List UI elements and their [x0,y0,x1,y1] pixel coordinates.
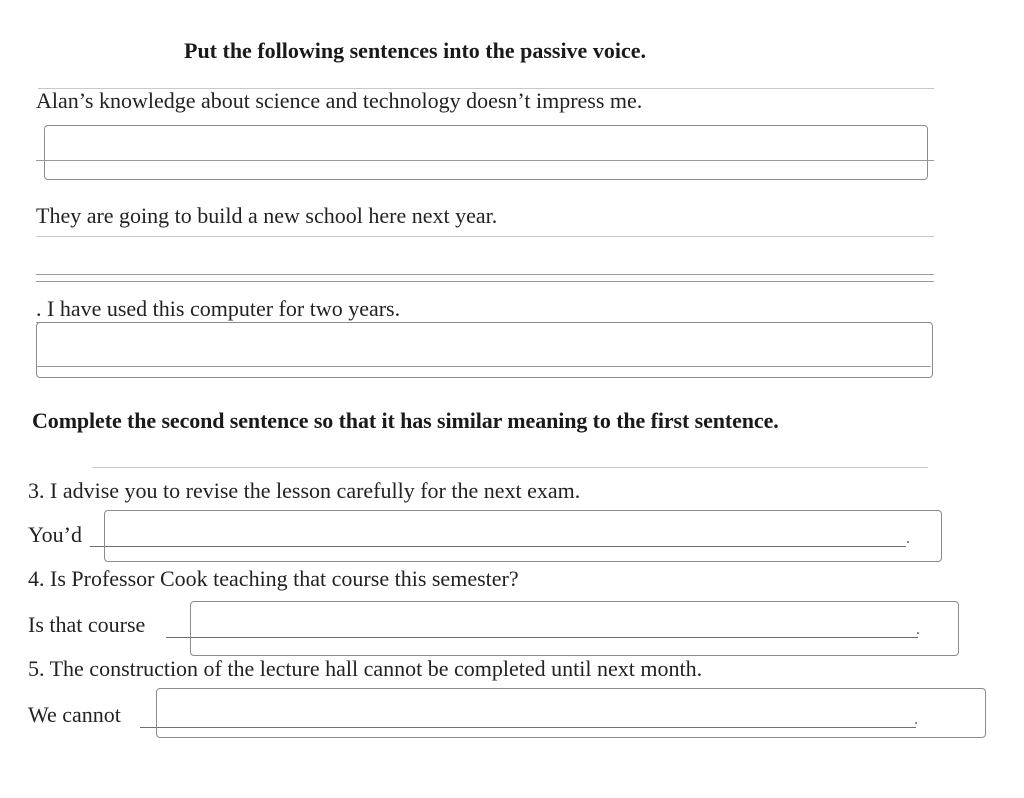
transform-stem-3: You’d [28,522,83,547]
section1-heading: Put the following sentences into the passive voice. [184,38,646,63]
answer-line-3 [36,366,931,367]
answer-line-2a[interactable] [36,274,934,275]
section2-heading: Complete the second sentence so that it has similar meaning to the first sentence. [32,408,779,433]
period-mark: . [916,621,920,638]
answer-line-2b [36,281,934,282]
transform-prompt-4: 4. Is Professor Cook teaching that course this semester? [28,566,519,591]
period-mark: . [906,530,910,547]
answer-box-item-5[interactable] [156,688,986,738]
passive-sentence-1: Alan’s knowledge about science and technology doesn’t impress me. [36,88,643,113]
answer-box-item-4[interactable] [190,601,959,656]
answer-line-1 [36,160,934,161]
transform-stem-4: Is that course [28,612,146,637]
passive-sentence-3: . I have used this computer for two years. [36,296,401,321]
transform-prompt-5: 5. The construction of the lecture hall cannot be completed until next month. [28,656,703,681]
transform-stem-5: We cannot [28,702,121,727]
period-mark: . [914,711,918,728]
passive-sentence-2: They are going to build a new school here next year. [36,203,498,228]
answer-box-1[interactable] [44,125,928,180]
answer-box-3[interactable] [36,322,933,378]
sentence-underline-2 [36,236,934,237]
answer-box-item-3[interactable] [104,510,942,562]
transform-prompt-3: 3. I advise you to revise the lesson carefully for the next exam. [28,478,581,503]
divider-line-2 [92,467,928,468]
